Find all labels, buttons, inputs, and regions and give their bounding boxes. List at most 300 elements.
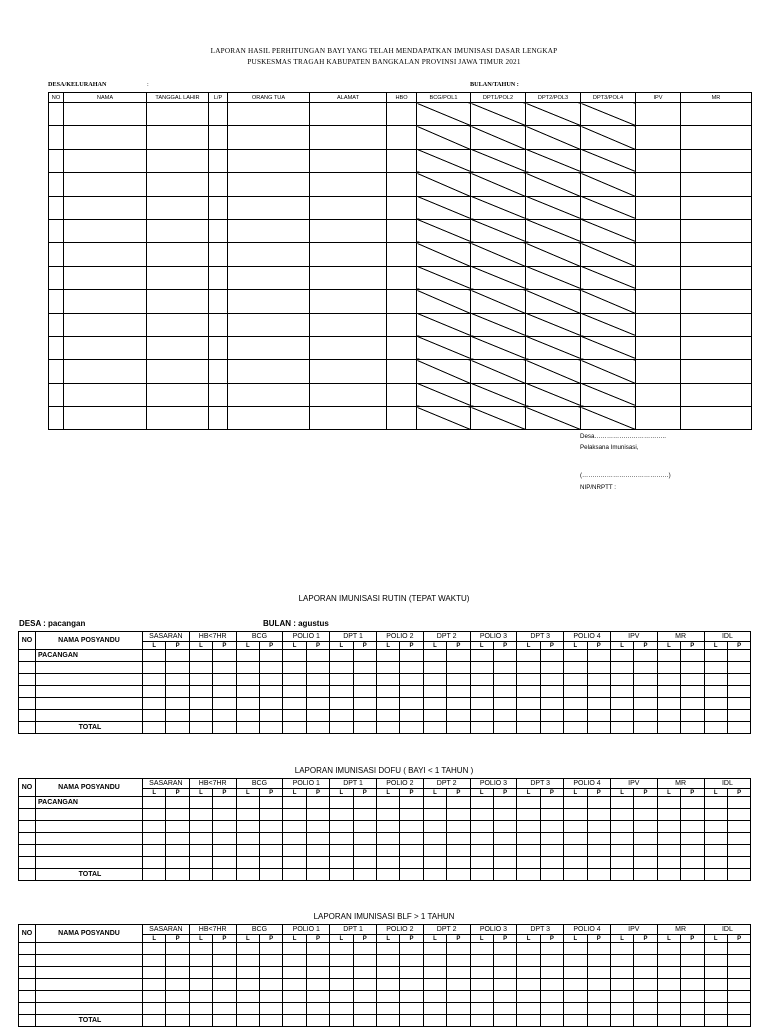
table-cell — [704, 698, 727, 710]
table-cell — [353, 698, 376, 710]
table-cell — [306, 857, 329, 869]
table-cell — [209, 173, 228, 196]
col-sub-header-p: P — [306, 789, 329, 797]
table-cell — [49, 126, 64, 149]
col-group-header: MR — [657, 779, 704, 789]
table-cell — [493, 674, 516, 686]
table-cell — [657, 662, 680, 674]
table-cell — [470, 869, 493, 881]
table-cell — [189, 797, 212, 809]
table-cell — [681, 336, 752, 359]
col-group-header: POLIO 3 — [470, 925, 517, 935]
table-cell — [376, 650, 399, 662]
table-cell — [353, 686, 376, 698]
table-cell — [310, 126, 387, 149]
table-cell — [540, 967, 563, 979]
table-cell — [493, 650, 516, 662]
table-cell — [493, 797, 516, 809]
table-cell — [209, 407, 228, 430]
col-group-header: IDL — [704, 925, 751, 935]
table-cell — [634, 869, 657, 881]
footer-nip: NIP/NRPTT : — [580, 484, 616, 491]
table-cell — [189, 857, 212, 869]
table-cell — [423, 809, 446, 821]
table-cell — [727, 674, 750, 686]
table-cell — [143, 967, 166, 979]
table-cell — [447, 979, 470, 991]
table-cell — [376, 991, 399, 1003]
table-cell — [166, 979, 189, 991]
table-cell — [704, 967, 727, 979]
table-cell — [330, 833, 353, 845]
table-cell — [19, 967, 36, 979]
table-cell — [681, 266, 752, 289]
posyandu-name-cell — [36, 809, 143, 821]
table-cell — [147, 243, 209, 266]
table-cell — [610, 833, 633, 845]
col-sub-header-p: P — [634, 642, 657, 650]
table-cell — [727, 797, 750, 809]
col-header: BCG/POL1 — [417, 93, 471, 103]
table-cell — [581, 290, 636, 313]
table-cell — [400, 686, 423, 698]
table-cell — [704, 809, 727, 821]
table-cell — [447, 955, 470, 967]
table-cell — [423, 722, 446, 734]
table-cell — [213, 967, 236, 979]
table-cell — [657, 857, 680, 869]
table-cell — [634, 662, 657, 674]
col-sub-header-p: P — [166, 789, 189, 797]
table-cell — [417, 336, 471, 359]
table-cell — [517, 955, 540, 967]
total-row — [19, 722, 751, 734]
table-cell — [610, 722, 633, 734]
col-group-header: IDL — [704, 632, 751, 642]
table-cell — [587, 845, 610, 857]
table-cell — [704, 943, 727, 955]
table-cell — [189, 955, 212, 967]
table-cell — [564, 857, 587, 869]
table-cell — [587, 991, 610, 1003]
table-cell — [283, 845, 306, 857]
col-group-header: HB<7HR — [189, 632, 236, 642]
table-cell — [581, 360, 636, 383]
table-header-row — [49, 93, 752, 103]
table-cell — [540, 955, 563, 967]
table-cell — [400, 1015, 423, 1027]
table-cell — [517, 967, 540, 979]
col-sub-header-l: L — [189, 789, 212, 797]
table-cell — [587, 797, 610, 809]
table-cell — [387, 313, 417, 336]
table-cell — [417, 149, 471, 172]
table-cell — [540, 809, 563, 821]
table-cell — [704, 650, 727, 662]
table-cell — [634, 722, 657, 734]
table-cell — [471, 266, 526, 289]
table-cell — [727, 686, 750, 698]
col-sub-header-p: P — [447, 789, 470, 797]
report-dofu-table — [18, 778, 751, 881]
table-cell — [166, 857, 189, 869]
col-group-header: POLIO 2 — [376, 779, 423, 789]
col-sub-header-l: L — [283, 642, 306, 650]
table-cell — [228, 103, 310, 126]
col-sub-header-l: L — [517, 789, 540, 797]
table-cell — [143, 698, 166, 710]
table-cell — [19, 674, 36, 686]
table-cell — [681, 869, 704, 881]
col-sub-header-p: P — [213, 642, 236, 650]
table-cell — [657, 845, 680, 857]
table-cell — [330, 821, 353, 833]
table-cell — [727, 857, 750, 869]
table-cell — [376, 722, 399, 734]
table-cell — [310, 173, 387, 196]
table-cell — [471, 196, 526, 219]
col-group-header: DPT 3 — [517, 925, 564, 935]
table-cell — [236, 698, 259, 710]
table-cell — [657, 674, 680, 686]
table-row — [19, 698, 751, 710]
col-sub-header-l: L — [376, 935, 399, 943]
table-cell — [143, 979, 166, 991]
table-cell — [387, 407, 417, 430]
table-cell — [49, 266, 64, 289]
table-cell — [166, 833, 189, 845]
table-cell — [681, 149, 752, 172]
col-group-header: POLIO 4 — [564, 925, 611, 935]
table-cell — [517, 674, 540, 686]
table-cell — [330, 686, 353, 698]
table-cell — [517, 869, 540, 881]
table-cell — [143, 809, 166, 821]
table-cell — [189, 869, 212, 881]
table-cell — [517, 662, 540, 674]
table-cell — [259, 1003, 282, 1015]
table-cell — [681, 407, 752, 430]
col-sub-header-l: L — [610, 642, 633, 650]
table-row — [19, 967, 751, 979]
table-cell — [610, 857, 633, 869]
table-cell — [447, 821, 470, 833]
table-cell — [310, 196, 387, 219]
table-cell — [634, 1003, 657, 1015]
table-cell — [143, 650, 166, 662]
table-cell — [64, 243, 147, 266]
table-cell — [143, 821, 166, 833]
table-cell — [143, 1015, 166, 1027]
table-cell — [493, 821, 516, 833]
table-cell — [143, 686, 166, 698]
table-cell — [213, 833, 236, 845]
table-cell — [704, 991, 727, 1003]
table-cell — [387, 103, 417, 126]
table-cell — [636, 360, 681, 383]
col-group-header: POLIO 3 — [470, 779, 517, 789]
report-blf-table — [18, 924, 751, 1027]
col-group-header: IPV — [610, 779, 657, 789]
posyandu-name-cell: PACANGAN — [36, 650, 143, 662]
table-cell — [376, 967, 399, 979]
table-cell — [147, 407, 209, 430]
table-cell — [610, 821, 633, 833]
table-cell — [49, 103, 64, 126]
col-header-nama-posyandu: NAMA POSYANDU — [36, 779, 143, 797]
table-cell — [526, 243, 581, 266]
table-cell — [189, 710, 212, 722]
table-cell — [634, 650, 657, 662]
table-cell — [493, 710, 516, 722]
table-cell — [353, 955, 376, 967]
table-cell — [423, 1015, 446, 1027]
table-cell — [587, 943, 610, 955]
table-cell — [517, 710, 540, 722]
table-cell — [493, 833, 516, 845]
table-cell — [189, 845, 212, 857]
table-cell — [423, 686, 446, 698]
table-cell — [376, 979, 399, 991]
table-cell — [727, 710, 750, 722]
table-cell — [727, 821, 750, 833]
table-cell — [493, 698, 516, 710]
table-cell — [526, 149, 581, 172]
posyandu-name-cell — [36, 686, 143, 698]
table-cell — [376, 710, 399, 722]
table-cell — [517, 821, 540, 833]
table-cell — [209, 219, 228, 242]
table-cell — [581, 173, 636, 196]
table-cell — [283, 650, 306, 662]
table-cell — [143, 710, 166, 722]
table-cell — [143, 943, 166, 955]
table-cell — [166, 722, 189, 734]
table-cell — [447, 991, 470, 1003]
table-cell — [681, 290, 752, 313]
table-cell — [19, 991, 36, 1003]
col-sub-header-p: P — [587, 642, 610, 650]
table-cell — [166, 1015, 189, 1027]
table-cell — [306, 967, 329, 979]
table-cell — [209, 266, 228, 289]
table-cell — [19, 845, 36, 857]
table-cell — [387, 360, 417, 383]
report-bulan-label: BULAN : agustus — [263, 619, 329, 628]
col-header-no: NO — [19, 779, 36, 797]
table-cell — [587, 674, 610, 686]
table-cell — [681, 196, 752, 219]
table-cell — [564, 869, 587, 881]
table-cell — [681, 103, 752, 126]
table-cell — [470, 710, 493, 722]
table-cell — [517, 698, 540, 710]
table-cell — [587, 710, 610, 722]
table-row — [19, 821, 751, 833]
report-rutin-table — [18, 631, 751, 734]
table-cell — [306, 650, 329, 662]
col-sub-header-p: P — [727, 789, 750, 797]
col-sub-header-l: L — [376, 642, 399, 650]
col-group-header: IPV — [610, 632, 657, 642]
table-cell — [681, 833, 704, 845]
footer-signature-line: (……………………………………) — [580, 472, 671, 479]
table-cell — [634, 845, 657, 857]
col-sub-header-l: L — [376, 789, 399, 797]
table-cell — [636, 266, 681, 289]
table-cell — [681, 979, 704, 991]
table-cell — [470, 943, 493, 955]
table-cell — [610, 943, 633, 955]
table-cell — [147, 126, 209, 149]
table-cell — [471, 290, 526, 313]
table-row — [19, 686, 751, 698]
table-cell — [259, 857, 282, 869]
col-sub-header-p: P — [493, 642, 516, 650]
table-cell — [353, 797, 376, 809]
col-header: DPT2/POL3 — [526, 93, 581, 103]
table-cell — [213, 722, 236, 734]
table-cell — [564, 845, 587, 857]
table-cell — [447, 833, 470, 845]
table-cell — [681, 662, 704, 674]
table-cell — [587, 979, 610, 991]
table-cell — [259, 662, 282, 674]
table-cell — [387, 243, 417, 266]
col-group-header: BCG — [236, 925, 283, 935]
table-cell — [610, 650, 633, 662]
table-cell — [306, 1015, 329, 1027]
table-cell — [330, 662, 353, 674]
table-cell — [236, 821, 259, 833]
table-cell — [681, 857, 704, 869]
table-cell — [581, 383, 636, 406]
table-cell — [259, 821, 282, 833]
col-group-header: BCG — [236, 779, 283, 789]
table-cell — [470, 857, 493, 869]
table-cell — [493, 1015, 516, 1027]
table-cell — [189, 979, 212, 991]
table-cell — [470, 797, 493, 809]
table-cell — [471, 407, 526, 430]
table-cell — [540, 979, 563, 991]
col-sub-header-l: L — [236, 642, 259, 650]
table-cell — [610, 710, 633, 722]
table-cell — [417, 360, 471, 383]
table-cell — [19, 943, 36, 955]
table-cell — [283, 991, 306, 1003]
table-cell — [417, 219, 471, 242]
table-cell — [213, 869, 236, 881]
table-cell — [704, 857, 727, 869]
bulan-tahun-label: BULAN/TAHUN : — [470, 81, 519, 88]
col-group-header: DPT 2 — [423, 925, 470, 935]
col-sub-header-p: P — [400, 935, 423, 943]
table-cell — [636, 383, 681, 406]
table-row — [49, 407, 752, 430]
col-sub-header-l: L — [330, 642, 353, 650]
table-cell — [166, 943, 189, 955]
table-cell — [213, 698, 236, 710]
col-sub-header-p: P — [587, 935, 610, 943]
table-cell — [581, 336, 636, 359]
posyandu-name-cell — [36, 991, 143, 1003]
table-cell — [704, 797, 727, 809]
table-cell — [166, 710, 189, 722]
table-cell — [610, 1015, 633, 1027]
table-cell — [189, 967, 212, 979]
posyandu-name-cell — [36, 833, 143, 845]
table-cell — [657, 943, 680, 955]
table-cell — [727, 979, 750, 991]
table-cell — [493, 955, 516, 967]
table-cell — [330, 857, 353, 869]
table-cell — [64, 383, 147, 406]
table-cell — [330, 722, 353, 734]
table-cell — [189, 833, 212, 845]
table-cell — [236, 1003, 259, 1015]
table-cell — [259, 686, 282, 698]
table-cell — [657, 833, 680, 845]
table-row — [49, 149, 752, 172]
table-cell — [189, 943, 212, 955]
col-sub-header-l: L — [517, 935, 540, 943]
table-cell — [209, 196, 228, 219]
table-cell — [526, 103, 581, 126]
table-cell — [704, 833, 727, 845]
table-cell — [423, 698, 446, 710]
table-cell — [493, 845, 516, 857]
table-cell — [526, 126, 581, 149]
table-cell — [423, 857, 446, 869]
posyandu-name-cell — [36, 674, 143, 686]
col-group-header: POLIO 1 — [283, 925, 330, 935]
table-cell — [564, 797, 587, 809]
table-row — [49, 360, 752, 383]
table-cell — [19, 869, 36, 881]
table-cell — [423, 662, 446, 674]
table-cell — [259, 650, 282, 662]
table-row — [19, 955, 751, 967]
table-cell — [353, 967, 376, 979]
table-cell — [49, 336, 64, 359]
table-cell — [189, 821, 212, 833]
table-cell — [470, 674, 493, 686]
table-cell — [636, 103, 681, 126]
report-rutin-title: LAPORAN IMUNISASI RUTIN (TEPAT WAKTU) — [298, 594, 470, 603]
posyandu-name-cell — [36, 857, 143, 869]
table-cell — [681, 674, 704, 686]
table-cell — [259, 674, 282, 686]
col-sub-header-p: P — [540, 789, 563, 797]
table-cell — [283, 809, 306, 821]
table-cell — [387, 383, 417, 406]
table-cell — [517, 809, 540, 821]
table-cell — [259, 698, 282, 710]
table-cell — [49, 149, 64, 172]
table-cell — [470, 698, 493, 710]
table-cell — [189, 991, 212, 1003]
table-cell — [417, 313, 471, 336]
table-cell — [400, 967, 423, 979]
table-cell — [259, 955, 282, 967]
table-cell — [147, 336, 209, 359]
table-cell — [681, 821, 704, 833]
table-cell — [681, 383, 752, 406]
col-sub-header-p: P — [727, 935, 750, 943]
table-cell — [657, 967, 680, 979]
table-cell — [64, 313, 147, 336]
